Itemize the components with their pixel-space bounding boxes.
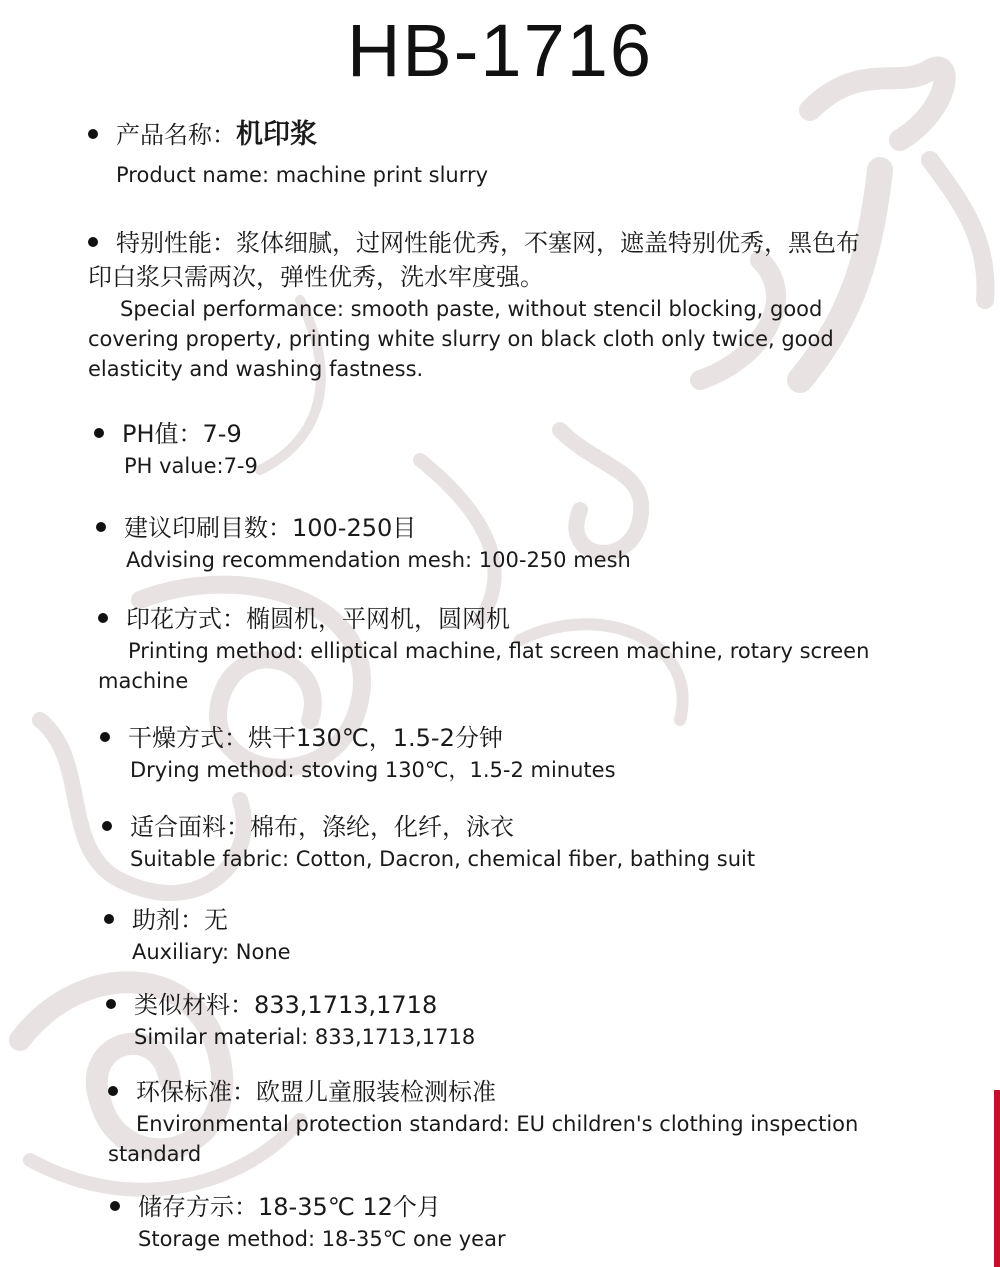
zh-text: 环保标准：欧盟儿童服装检测标准 <box>136 1078 496 1106</box>
spec-auxiliary <box>104 903 1000 967</box>
zh-line-2: 印白浆只需两次，弹性优秀，洗水牢度强。 <box>88 263 544 291</box>
spec-environmental-standard <box>108 1075 1000 1169</box>
en-text: Similar material: 833,1713,1718 <box>134 1025 476 1049</box>
en-line-2: covering property, printing white slurry on black cloth only twice, good <box>88 327 834 351</box>
en-text: Suitable fabric: Cotton, Dacron, chemical fiber, bathing suit <box>130 847 756 871</box>
bullet-icon <box>96 522 106 532</box>
en-line-1: Special performance: smooth paste, without stencil blocking, good <box>120 297 823 321</box>
spec-product-name <box>88 118 1000 190</box>
bullet-icon <box>106 999 116 1009</box>
zh-text: 适合面料：棉布，涤纶，化纤，泳衣 <box>130 813 514 841</box>
bullet-icon <box>100 732 110 742</box>
bullet-icon <box>108 1086 118 1096</box>
en-line-3: elasticity and washing fastness. <box>88 357 424 381</box>
en-line-2: machine <box>98 669 189 693</box>
spec-storage-method <box>110 1190 1000 1254</box>
zh-value: 机印浆 <box>236 119 317 150</box>
spec-special-performance <box>88 226 1000 384</box>
zh-line-1: 特别性能：浆体细腻，过网性能优秀，不塞网，遮盖特别优秀，黑色布 <box>116 229 860 257</box>
spec-drying-method <box>100 721 1000 785</box>
en-text: Auxiliary: None <box>132 940 291 964</box>
en-line-1: Printing method: elliptical machine, flat screen machine, rotary screen <box>128 639 870 663</box>
bullet-icon <box>88 129 98 139</box>
spec-suitable-fabric <box>102 810 1000 874</box>
bullet-icon <box>98 613 108 623</box>
bullet-icon <box>110 1201 120 1211</box>
zh-label: 产品名称： <box>116 121 236 149</box>
zh-text: 印花方式：椭圆机，平网机，圆网机 <box>126 605 510 633</box>
bullet-icon <box>94 428 104 438</box>
zh-text: 助剂：无 <box>132 906 228 934</box>
en-line-2: standard <box>108 1142 202 1166</box>
bullet-icon <box>102 821 112 831</box>
en-text: Advising recommendation mesh: 100-250 mesh <box>126 548 631 572</box>
zh-text: PH值：7-9 <box>122 420 242 448</box>
product-title: HB-1716 <box>346 9 654 92</box>
zh-text: 干燥方式：烘干130℃，1.5-2分钟 <box>128 724 503 752</box>
zh-text: 建议印刷目数：100-250目 <box>124 514 417 542</box>
spec-ph-value <box>94 417 1000 481</box>
en-text: Drying method: stoving 130℃，1.5-2 minutes <box>130 758 616 782</box>
en-line-1: Environmental protection standard: EU children's clothing inspection <box>136 1112 859 1136</box>
bullet-icon <box>104 914 114 924</box>
spec-printing-method <box>98 602 1000 696</box>
en-text: Storage method: 18-35℃ one year <box>138 1227 506 1251</box>
en-text: Product name: machine print slurry <box>116 163 489 187</box>
bullet-icon <box>88 237 98 247</box>
zh-text: 储存方示：18-35℃ 12个月 <box>138 1193 441 1221</box>
en-text: PH value:7-9 <box>124 454 258 478</box>
spec-mesh <box>96 511 1000 575</box>
spec-similar-material <box>106 988 1000 1052</box>
zh-text: 类似材料：833,1713,1718 <box>134 991 438 1019</box>
